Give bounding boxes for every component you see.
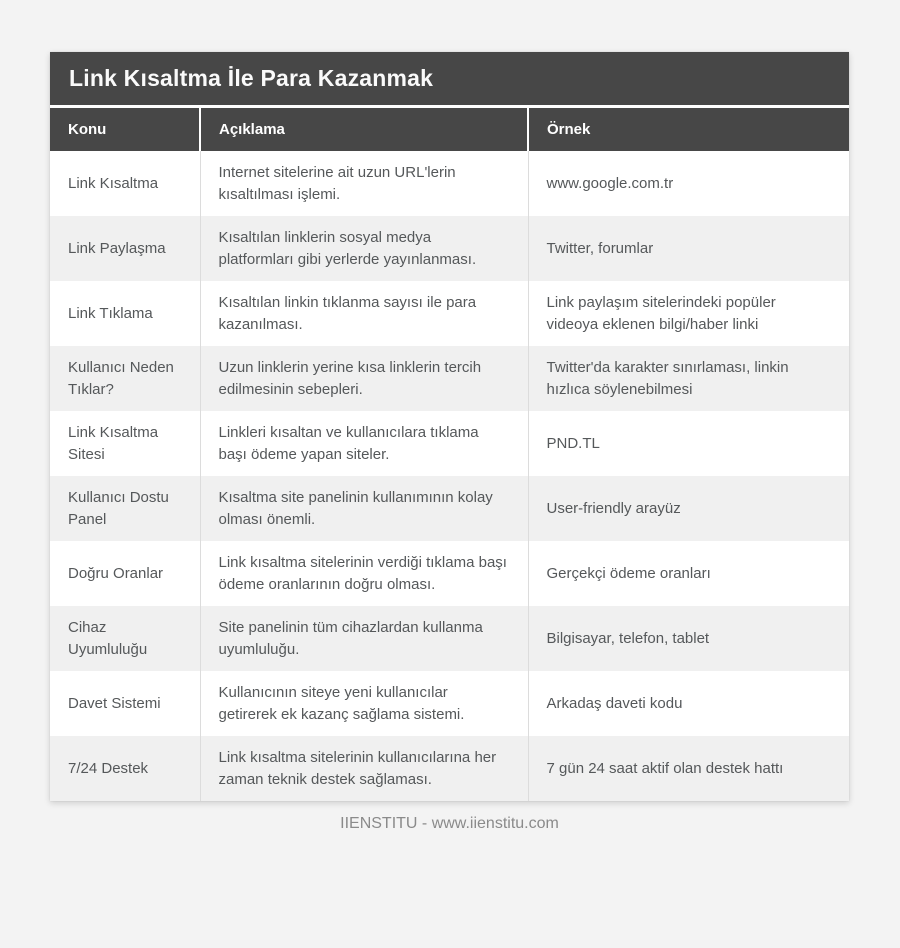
data-table [50,108,849,801]
cell-konu: Davet Sistemi [68,694,161,712]
table-title: Link Kısaltma İle Para Kazanmak [50,52,849,108]
cell-aciklama: Uzun linklerin yerine kısa linklerin tercih edilmesinin sebepleri. [200,346,528,411]
table-row [50,346,849,411]
cell-ornek: Bilgisayar, telefon, tablet [528,606,849,671]
header-row [50,108,849,151]
cell-ornek: Gerçekçi ödeme oranları [528,541,849,606]
table-row [50,606,849,671]
cell-aciklama: Kısaltılan linkin tıklanma sayısı ile para kazanılması. [200,281,528,346]
table-header [50,108,849,151]
table-row [50,476,849,541]
table-row [50,541,849,606]
cell-ornek: PND.TL [528,411,849,476]
table-row [50,411,849,476]
cell-konu: Link Kısaltma Sitesi [68,423,159,463]
table-row [50,281,849,346]
cell-konu: Cihaz Uyumluluğu [68,618,148,658]
cell-aciklama: Kısaltılan linklerin sosyal medya platformları gibi yerlerde yayınlanması. [200,216,528,281]
table-row [50,216,849,281]
cell-konu: 7/24 Destek [68,759,149,777]
table-row [50,736,849,801]
cell-ornek: Twitter'da karakter sınırlaması, linkin hızlıca söylenebilmesi [528,346,849,411]
cell-konu: Link Kısaltma [68,174,159,192]
cell-aciklama: Link kısaltma sitelerinin kullanıcılarına her zaman teknik destek sağlaması. [200,736,528,801]
table-body [50,151,849,801]
column-header-aciklama: Açıklama [200,108,528,151]
cell-konu: Kullanıcı Neden Tıklar? [68,358,174,398]
cell-ornek: www.google.com.tr [528,151,849,216]
cell-aciklama: Kısaltma site panelinin kullanımının kolay olması önemli. [200,476,528,541]
cell-aciklama: Linkleri kısaltan ve kullanıcılara tıklama başı ödeme yapan siteler. [200,411,528,476]
cell-ornek: 7 gün 24 saat aktif olan destek hattı [528,736,849,801]
cell-ornek: Twitter, forumlar [528,216,849,281]
table-row [50,671,849,736]
table-card [50,52,849,801]
cell-aciklama: Site panelinin tüm cihazlardan kullanma uyumluluğu. [200,606,528,671]
cell-aciklama: Internet sitelerine ait uzun URL'lerin kısaltılması işlemi. [200,151,528,216]
cell-konu: Kullanıcı Dostu Panel [68,488,169,528]
cell-ornek: User-friendly arayüz [528,476,849,541]
cell-ornek: Link paylaşım sitelerindeki popüler videoya eklenen bilgi/haber linki [528,281,849,346]
footer-credit: IIENSTITU - www.iienstitu.com [340,815,559,832]
column-header-ornek: Örnek [528,108,849,151]
table-row [50,151,849,216]
cell-aciklama: Link kısaltma sitelerinin verdiği tıklama başı ödeme oranlarının doğru olması. [200,541,528,606]
cell-konu: Doğru Oranlar [68,564,164,582]
cell-konu: Link Paylaşma [68,239,166,257]
cell-konu: Link Tıklama [68,304,153,322]
cell-aciklama: Kullanıcının siteye yeni kullanıcılar getirerek ek kazanç sağlama sistemi. [200,671,528,736]
cell-ornek: Arkadaş daveti kodu [528,671,849,736]
column-header-konu: Konu [50,108,200,151]
